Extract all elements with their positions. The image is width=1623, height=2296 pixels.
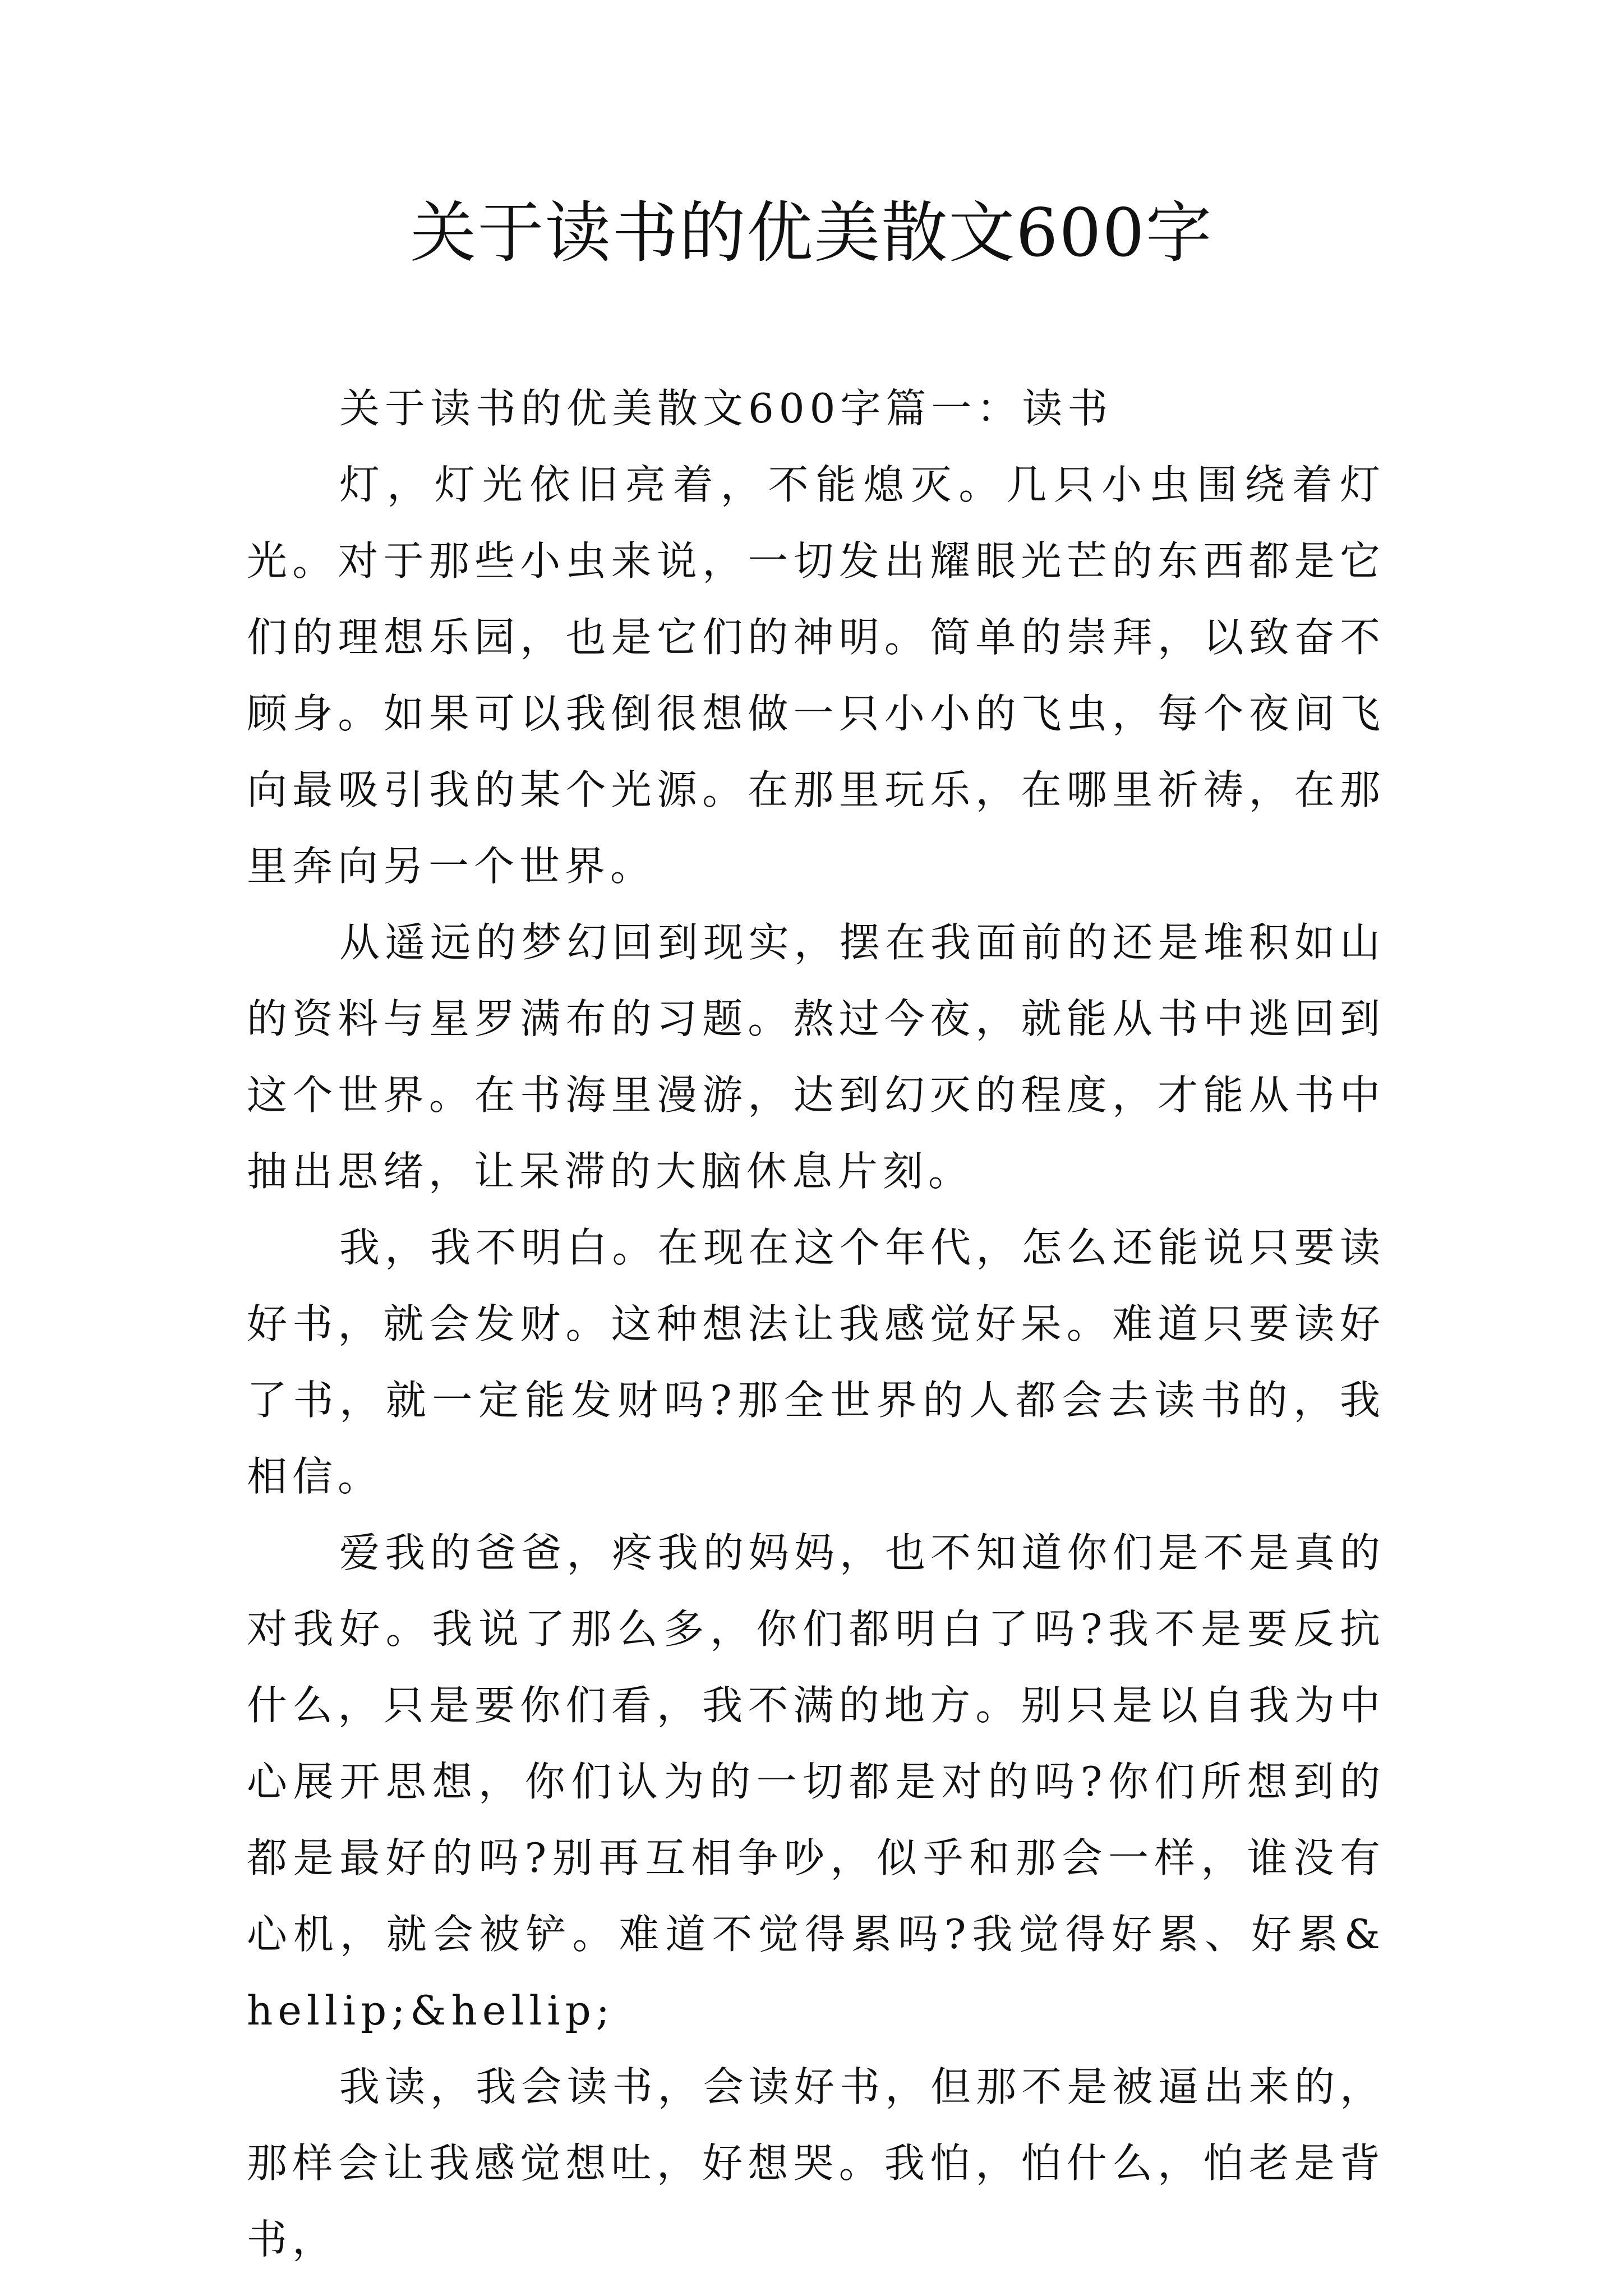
document-title: 关于读书的优美散文600字 bbox=[410, 194, 1213, 272]
paragraph-2: 从遥远的梦幻回到现实，摆在我面前的还是堆积如山的资料与星罗满布的习题。熬过今夜，就能从书中逃回到这个世界。在书海里漫游，达到幻灭的程度，才能从书中抽出思绪，让呆滞的大脑休息片刻。 bbox=[247, 919, 1385, 1195]
document-body bbox=[247, 370, 1385, 2277]
paragraph-4: 爱我的爸爸，疼我的妈妈，也不知道你们是不是真的对我好。我说了那么多，你们都明白了吗?我不是要反抗什么，只是要你们看，我不满的地方。别只是以自我为中心展开思想，你们认为的一切都是对的吗?你们所想到的都是最好的吗?别再互相争吵，似乎和那会一样，谁没有心机，就会被铲。难道不觉得累吗?我觉得好累、好累&hellip;&hellip; bbox=[247, 1529, 1385, 2034]
paragraph-5: 我读，我会读书，会读好书，但那不是被逼出来的，那样会让我感觉想吐，好想哭。我怕，怕什么，怕老是背书， bbox=[247, 2063, 1385, 2263]
paragraph-3: 我，我不明白。在现在这个年代，怎么还能说只要读好书，就会发财。这种想法让我感觉好呆。难道只要读好了书，就一定能发财吗?那全世界的人都会去读书的，我相信。 bbox=[247, 1224, 1385, 1500]
paragraph-1: 灯，灯光依旧亮着，不能熄灭。几只小虫围绕着灯光。对于那些小虫来说，一切发出耀眼光芒的东西都是它们的理想乐园，也是它们的神明。简单的崇拜，以致奋不顾身。如果可以我倒很想做一只小小的飞虫，每个夜间飞向最吸引我的某个光源。在那里玩乐，在哪里祈祷，在那里奔向另一个世界。 bbox=[247, 461, 1385, 890]
section-heading: 关于读书的优美散文600字篇一：读书 bbox=[339, 385, 1113, 432]
